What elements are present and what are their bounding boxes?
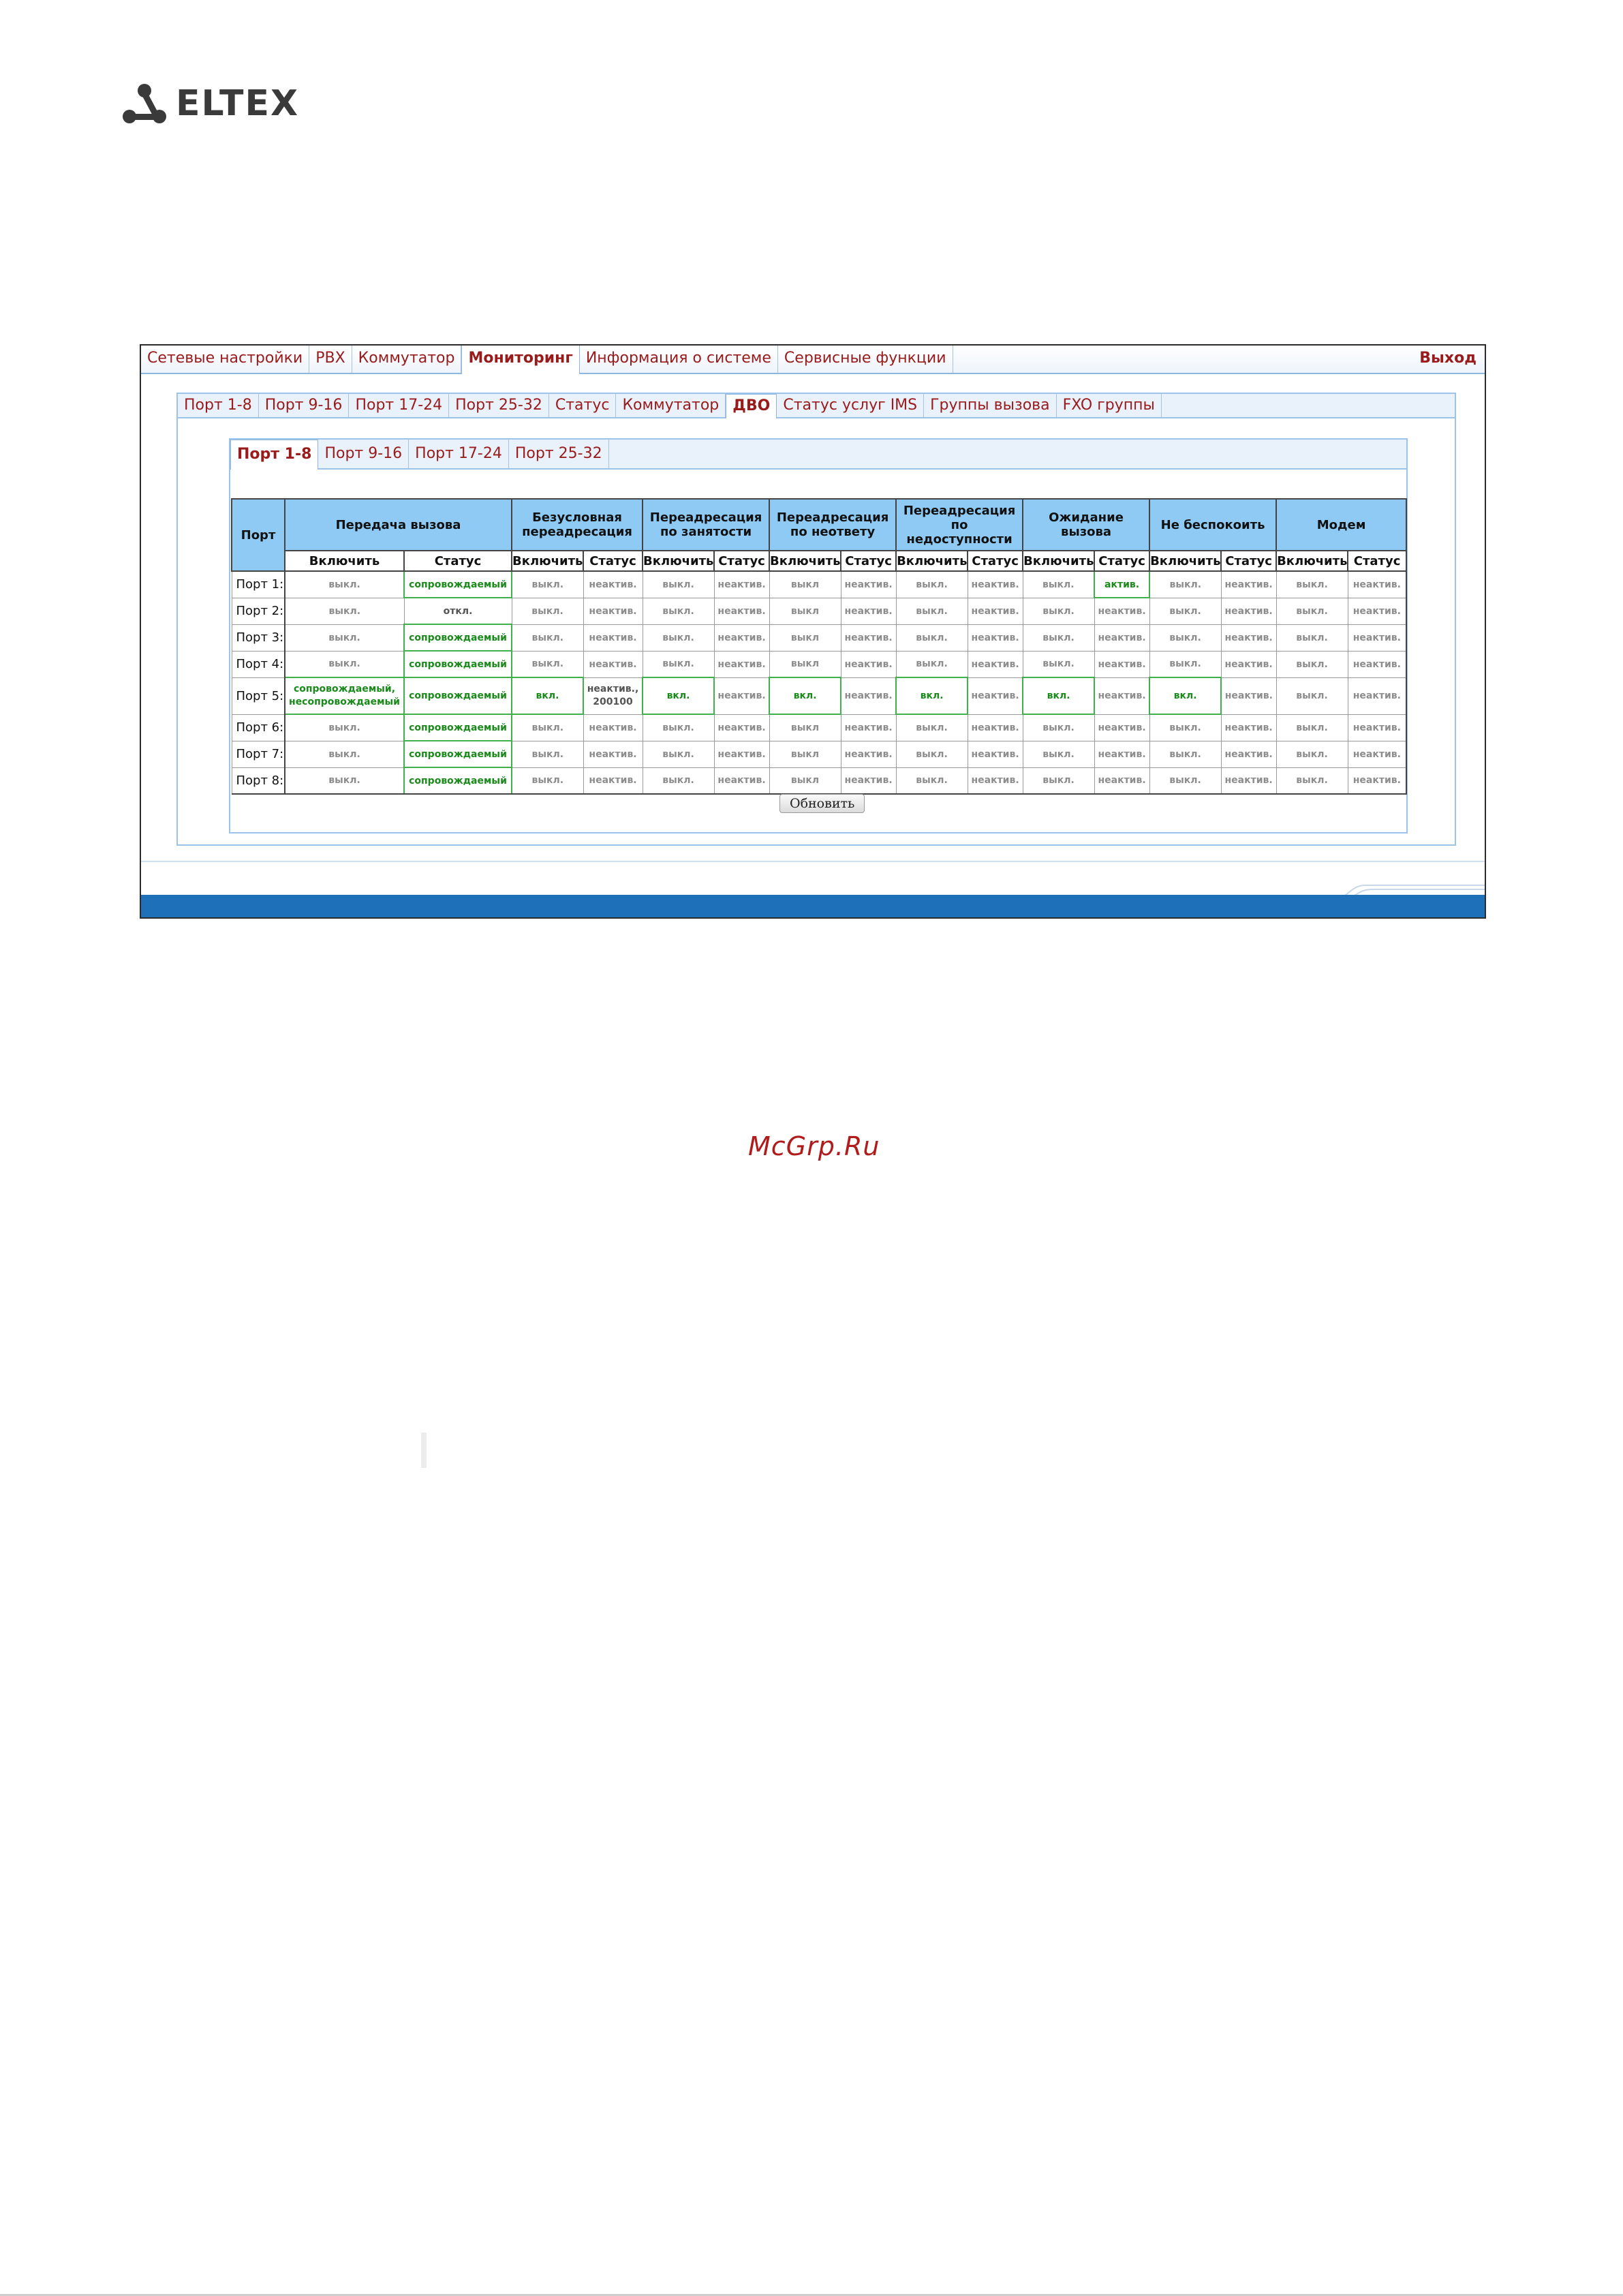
status-cell: вкл. bbox=[896, 677, 968, 714]
status-cell: выкл. bbox=[643, 714, 714, 741]
subheader-enable: Включить bbox=[1276, 551, 1348, 571]
status-cell: неактив. bbox=[714, 677, 769, 714]
status-cell: неактив. bbox=[583, 767, 643, 794]
status-cell: неактив. bbox=[583, 741, 643, 767]
table-row bbox=[232, 741, 1406, 767]
top-nav-system-info[interactable]: Информация о системе bbox=[580, 346, 778, 373]
tab-port-9-16[interactable]: Порт 9-16 bbox=[259, 394, 350, 417]
status-cell: выкл. bbox=[643, 624, 714, 651]
exit-link[interactable]: Выход bbox=[1419, 350, 1477, 367]
status-cell: неактив. bbox=[1221, 677, 1276, 714]
status-cell: выкл. bbox=[285, 651, 404, 677]
status-cell: выкл. bbox=[1276, 767, 1348, 794]
status-cell: сопровождаемый bbox=[404, 651, 512, 677]
status-cell: неактив. bbox=[583, 624, 643, 651]
status-cell: сопровождаемый, несопровождаемый bbox=[285, 677, 404, 714]
status-cell: сопровождаемый bbox=[404, 571, 512, 598]
status-cell: неактив. bbox=[1348, 598, 1406, 624]
port-label: Порт 4: bbox=[232, 651, 285, 677]
status-cell: выкл. bbox=[1276, 624, 1348, 651]
port-label: Порт 1: bbox=[232, 571, 285, 598]
status-cell: выкл. bbox=[512, 624, 583, 651]
status-cell: выкл. bbox=[643, 598, 714, 624]
group-header-call-waiting: Ожидание вызова bbox=[1023, 499, 1149, 551]
status-cell: выкл. bbox=[285, 624, 404, 651]
port-label: Порт 8: bbox=[232, 767, 285, 794]
status-cell: сопровождаемый bbox=[404, 741, 512, 767]
tab-call-groups[interactable]: Группы вызова bbox=[924, 394, 1056, 417]
status-cell: неактив. bbox=[714, 571, 769, 598]
subheader-enable: Включить bbox=[512, 551, 583, 571]
status-cell: неактив. bbox=[714, 767, 769, 794]
status-cell: выкл. bbox=[1276, 741, 1348, 767]
status-cell: выкл. bbox=[896, 651, 968, 677]
port-column-header: Порт bbox=[232, 499, 285, 571]
status-cell: выкл. bbox=[512, 598, 583, 624]
status-cell: выкл. bbox=[1023, 571, 1094, 598]
status-cell: выкл. bbox=[512, 571, 583, 598]
subheader-status: Статус bbox=[968, 551, 1023, 571]
status-cell: неактив. bbox=[1348, 571, 1406, 598]
status-cell: сопровождаемый bbox=[404, 624, 512, 651]
footer-divider bbox=[141, 861, 1485, 862]
status-cell: выкл. bbox=[1149, 624, 1221, 651]
status-cell: выкл. bbox=[1149, 651, 1221, 677]
subheader-status: Статус bbox=[1094, 551, 1149, 571]
status-cell: неактив. bbox=[583, 714, 643, 741]
status-cell: неактив. bbox=[1221, 571, 1276, 598]
status-cell: выкл bbox=[769, 598, 841, 624]
tab-port-1-8[interactable]: Порт 1-8 bbox=[178, 394, 259, 417]
group-header-no-answer-forward: Переадресация по неответу bbox=[769, 499, 896, 551]
status-cell: неактив. bbox=[1221, 624, 1276, 651]
status-cell: вкл. bbox=[512, 677, 583, 714]
dvo-panel bbox=[229, 438, 1408, 833]
tab-fxo-groups[interactable]: FXO группы bbox=[1057, 394, 1162, 417]
status-cell: выкл bbox=[769, 571, 841, 598]
subheader-enable: Включить bbox=[896, 551, 968, 571]
monitoring-panel bbox=[176, 393, 1456, 846]
top-nav-service-functions[interactable]: Сервисные функции bbox=[778, 346, 953, 373]
top-navigation bbox=[141, 346, 1485, 374]
status-cell: неактив. bbox=[1094, 741, 1149, 767]
status-cell: неактив. bbox=[841, 571, 896, 598]
table-row bbox=[232, 571, 1406, 598]
group-header-unconditional-forward: Безусловная переадресация bbox=[512, 499, 643, 551]
status-cell: неактив. bbox=[968, 677, 1023, 714]
top-nav-monitoring[interactable]: Мониторинг bbox=[461, 346, 579, 374]
status-cell: выкл. bbox=[643, 571, 714, 598]
status-cell: неактив. bbox=[714, 741, 769, 767]
status-cell: неактив. bbox=[1221, 651, 1276, 677]
web-interface-window bbox=[140, 344, 1486, 919]
status-cell: сопровождаемый bbox=[404, 677, 512, 714]
status-cell: неактив. bbox=[1348, 624, 1406, 651]
status-cell: неактив. bbox=[968, 651, 1023, 677]
status-cell: неактив. bbox=[714, 714, 769, 741]
refresh-button[interactable]: Обновить bbox=[779, 794, 865, 813]
eltex-logo bbox=[123, 83, 299, 124]
status-cell: неактив. bbox=[1094, 598, 1149, 624]
group-header-call-transfer: Передача вызова bbox=[285, 499, 512, 551]
status-cell: выкл bbox=[769, 741, 841, 767]
eltex-logo-text: ELTEX bbox=[176, 83, 300, 124]
status-cell: неактив. bbox=[1094, 714, 1149, 741]
status-cell: вкл. bbox=[1023, 677, 1094, 714]
port-tab-1-8[interactable]: Порт 1-8 bbox=[230, 440, 318, 470]
status-cell: выкл. bbox=[1276, 714, 1348, 741]
port-label: Порт 6: bbox=[232, 714, 285, 741]
status-cell: неактив. bbox=[968, 571, 1023, 598]
subheader-status: Статус bbox=[1348, 551, 1406, 571]
status-cell: выкл. bbox=[1149, 598, 1221, 624]
status-cell: выкл. bbox=[1023, 651, 1094, 677]
status-cell: выкл. bbox=[1023, 624, 1094, 651]
status-cell: выкл. bbox=[1149, 714, 1221, 741]
status-cell: выкл. bbox=[1276, 677, 1348, 714]
status-cell: выкл. bbox=[643, 741, 714, 767]
status-cell: неактив. bbox=[1221, 741, 1276, 767]
status-cell: неактив. bbox=[583, 651, 643, 677]
port-tab-9-16[interactable]: Порт 9-16 bbox=[318, 440, 409, 468]
status-cell: неактив. bbox=[841, 741, 896, 767]
eltex-logo-icon bbox=[123, 84, 166, 123]
tab-ims-status[interactable]: Статус услуг IMS bbox=[777, 394, 924, 417]
dvo-status-table bbox=[231, 498, 1407, 795]
group-header-unavailable-forward: Переадресация по недоступности bbox=[896, 499, 1023, 551]
subheader-enable: Включить bbox=[285, 551, 404, 571]
subheader-enable: Включить bbox=[1023, 551, 1094, 571]
table-row bbox=[232, 651, 1406, 677]
status-cell: выкл bbox=[769, 651, 841, 677]
status-cell: неактив. bbox=[714, 624, 769, 651]
status-cell: выкл. bbox=[1276, 571, 1348, 598]
status-cell: неактив. bbox=[968, 767, 1023, 794]
table-row bbox=[232, 624, 1406, 651]
status-cell: выкл. bbox=[512, 714, 583, 741]
top-nav-switch[interactable]: Коммутатор bbox=[352, 346, 462, 373]
status-cell: неактив. bbox=[1348, 741, 1406, 767]
status-cell: выкл. bbox=[1149, 767, 1221, 794]
subheader-status: Статус bbox=[583, 551, 643, 571]
subheader-status: Статус bbox=[714, 551, 769, 571]
subheader-status: Статус bbox=[1221, 551, 1276, 571]
status-cell: выкл. bbox=[896, 714, 968, 741]
tab-port-17-24[interactable]: Порт 17-24 bbox=[349, 394, 449, 417]
top-nav-pbx[interactable]: PBX bbox=[309, 346, 352, 373]
status-cell: актив. bbox=[1094, 571, 1149, 598]
status-cell: неактив. bbox=[1221, 767, 1276, 794]
tab-port-25-32[interactable]: Порт 25-32 bbox=[449, 394, 549, 417]
watermark: McGrp.Ru bbox=[748, 1131, 880, 1161]
status-cell: выкл. bbox=[896, 598, 968, 624]
status-cell: выкл bbox=[769, 767, 841, 794]
status-cell: неактив. bbox=[841, 677, 896, 714]
status-cell: выкл. bbox=[285, 571, 404, 598]
monitoring-tabs bbox=[178, 394, 1455, 418]
port-label: Порт 2: bbox=[232, 598, 285, 624]
status-cell: откл. bbox=[404, 598, 512, 624]
status-cell: выкл. bbox=[643, 767, 714, 794]
table-row bbox=[232, 677, 1406, 714]
status-cell: выкл. bbox=[285, 767, 404, 794]
status-cell: выкл. bbox=[512, 741, 583, 767]
status-cell: выкл. bbox=[512, 651, 583, 677]
status-cell: сопровождаемый bbox=[404, 714, 512, 741]
status-cell: неактив. bbox=[1094, 767, 1149, 794]
status-cell: неактив. bbox=[1348, 714, 1406, 741]
status-cell: неактив. bbox=[1348, 677, 1406, 714]
status-cell: вкл. bbox=[769, 677, 841, 714]
status-cell: выкл. bbox=[896, 571, 968, 598]
status-cell: выкл. bbox=[1276, 598, 1348, 624]
status-cell: выкл. bbox=[896, 767, 968, 794]
footer-band bbox=[141, 895, 1485, 919]
port-tab-17-24[interactable]: Порт 17-24 bbox=[409, 440, 509, 468]
subheader-status: Статус bbox=[404, 551, 512, 571]
status-cell: неактив. bbox=[1094, 624, 1149, 651]
status-cell: неактив. bbox=[841, 714, 896, 741]
status-cell: неактив. bbox=[1221, 714, 1276, 741]
status-cell: неактив. bbox=[1348, 767, 1406, 794]
page-mark bbox=[421, 1433, 427, 1468]
port-range-tabs bbox=[230, 440, 1406, 470]
group-header-modem: Модем bbox=[1276, 499, 1406, 551]
top-nav-network-settings[interactable]: Сетевые настройки bbox=[141, 346, 309, 373]
status-cell: выкл. bbox=[285, 598, 404, 624]
subheader-enable: Включить bbox=[1149, 551, 1221, 571]
status-cell: неактив. bbox=[841, 767, 896, 794]
status-cell: выкл. bbox=[1276, 651, 1348, 677]
status-cell: неактив., 200100 bbox=[583, 677, 643, 714]
subheader-enable: Включить bbox=[769, 551, 841, 571]
status-cell: выкл. bbox=[1149, 741, 1221, 767]
status-cell: выкл. bbox=[1023, 714, 1094, 741]
status-cell: неактив. bbox=[968, 598, 1023, 624]
port-label: Порт 5: bbox=[232, 677, 285, 714]
status-cell: выкл. bbox=[1149, 571, 1221, 598]
group-header-busy-forward: Переадресация по занятости bbox=[643, 499, 769, 551]
status-cell: выкл. bbox=[1023, 741, 1094, 767]
status-cell: выкл. bbox=[285, 741, 404, 767]
status-cell: выкл. bbox=[285, 714, 404, 741]
status-cell: неактив. bbox=[1221, 598, 1276, 624]
subheader-status: Статус bbox=[841, 551, 896, 571]
group-header-do-not-disturb: Не беспокоить bbox=[1149, 499, 1276, 551]
status-cell: неактив. bbox=[968, 714, 1023, 741]
status-cell: выкл. bbox=[896, 741, 968, 767]
port-label: Порт 7: bbox=[232, 741, 285, 767]
status-cell: выкл. bbox=[643, 651, 714, 677]
tab-switch[interactable]: Коммутатор bbox=[616, 394, 726, 417]
status-cell: неактив. bbox=[583, 571, 643, 598]
status-cell: неактив. bbox=[841, 598, 896, 624]
status-cell: выкл. bbox=[512, 767, 583, 794]
status-cell: сопровождаемый bbox=[404, 767, 512, 794]
subheader-enable: Включить bbox=[643, 551, 714, 571]
status-cell: неактив. bbox=[714, 651, 769, 677]
status-cell: неактив. bbox=[968, 624, 1023, 651]
port-label: Порт 3: bbox=[232, 624, 285, 651]
status-cell: выкл bbox=[769, 624, 841, 651]
status-cell: неактив. bbox=[714, 598, 769, 624]
table-row bbox=[232, 767, 1406, 794]
status-cell: неактив. bbox=[1094, 651, 1149, 677]
status-cell: неактив. bbox=[841, 651, 896, 677]
status-cell: выкл bbox=[769, 714, 841, 741]
status-cell: вкл. bbox=[643, 677, 714, 714]
status-cell: неактив. bbox=[1348, 651, 1406, 677]
status-cell: вкл. bbox=[1149, 677, 1221, 714]
status-cell: выкл. bbox=[1023, 767, 1094, 794]
tab-status[interactable]: Статус bbox=[549, 394, 617, 417]
status-cell: неактив. bbox=[1094, 677, 1149, 714]
table-row bbox=[232, 598, 1406, 624]
port-tab-25-32[interactable]: Порт 25-32 bbox=[509, 440, 609, 468]
tab-dvo[interactable]: ДВО bbox=[726, 394, 777, 418]
table-row bbox=[232, 714, 1406, 741]
status-cell: неактив. bbox=[841, 624, 896, 651]
status-cell: выкл. bbox=[896, 624, 968, 651]
status-cell: неактив. bbox=[968, 741, 1023, 767]
status-cell: выкл. bbox=[1023, 598, 1094, 624]
status-cell: неактив. bbox=[583, 598, 643, 624]
